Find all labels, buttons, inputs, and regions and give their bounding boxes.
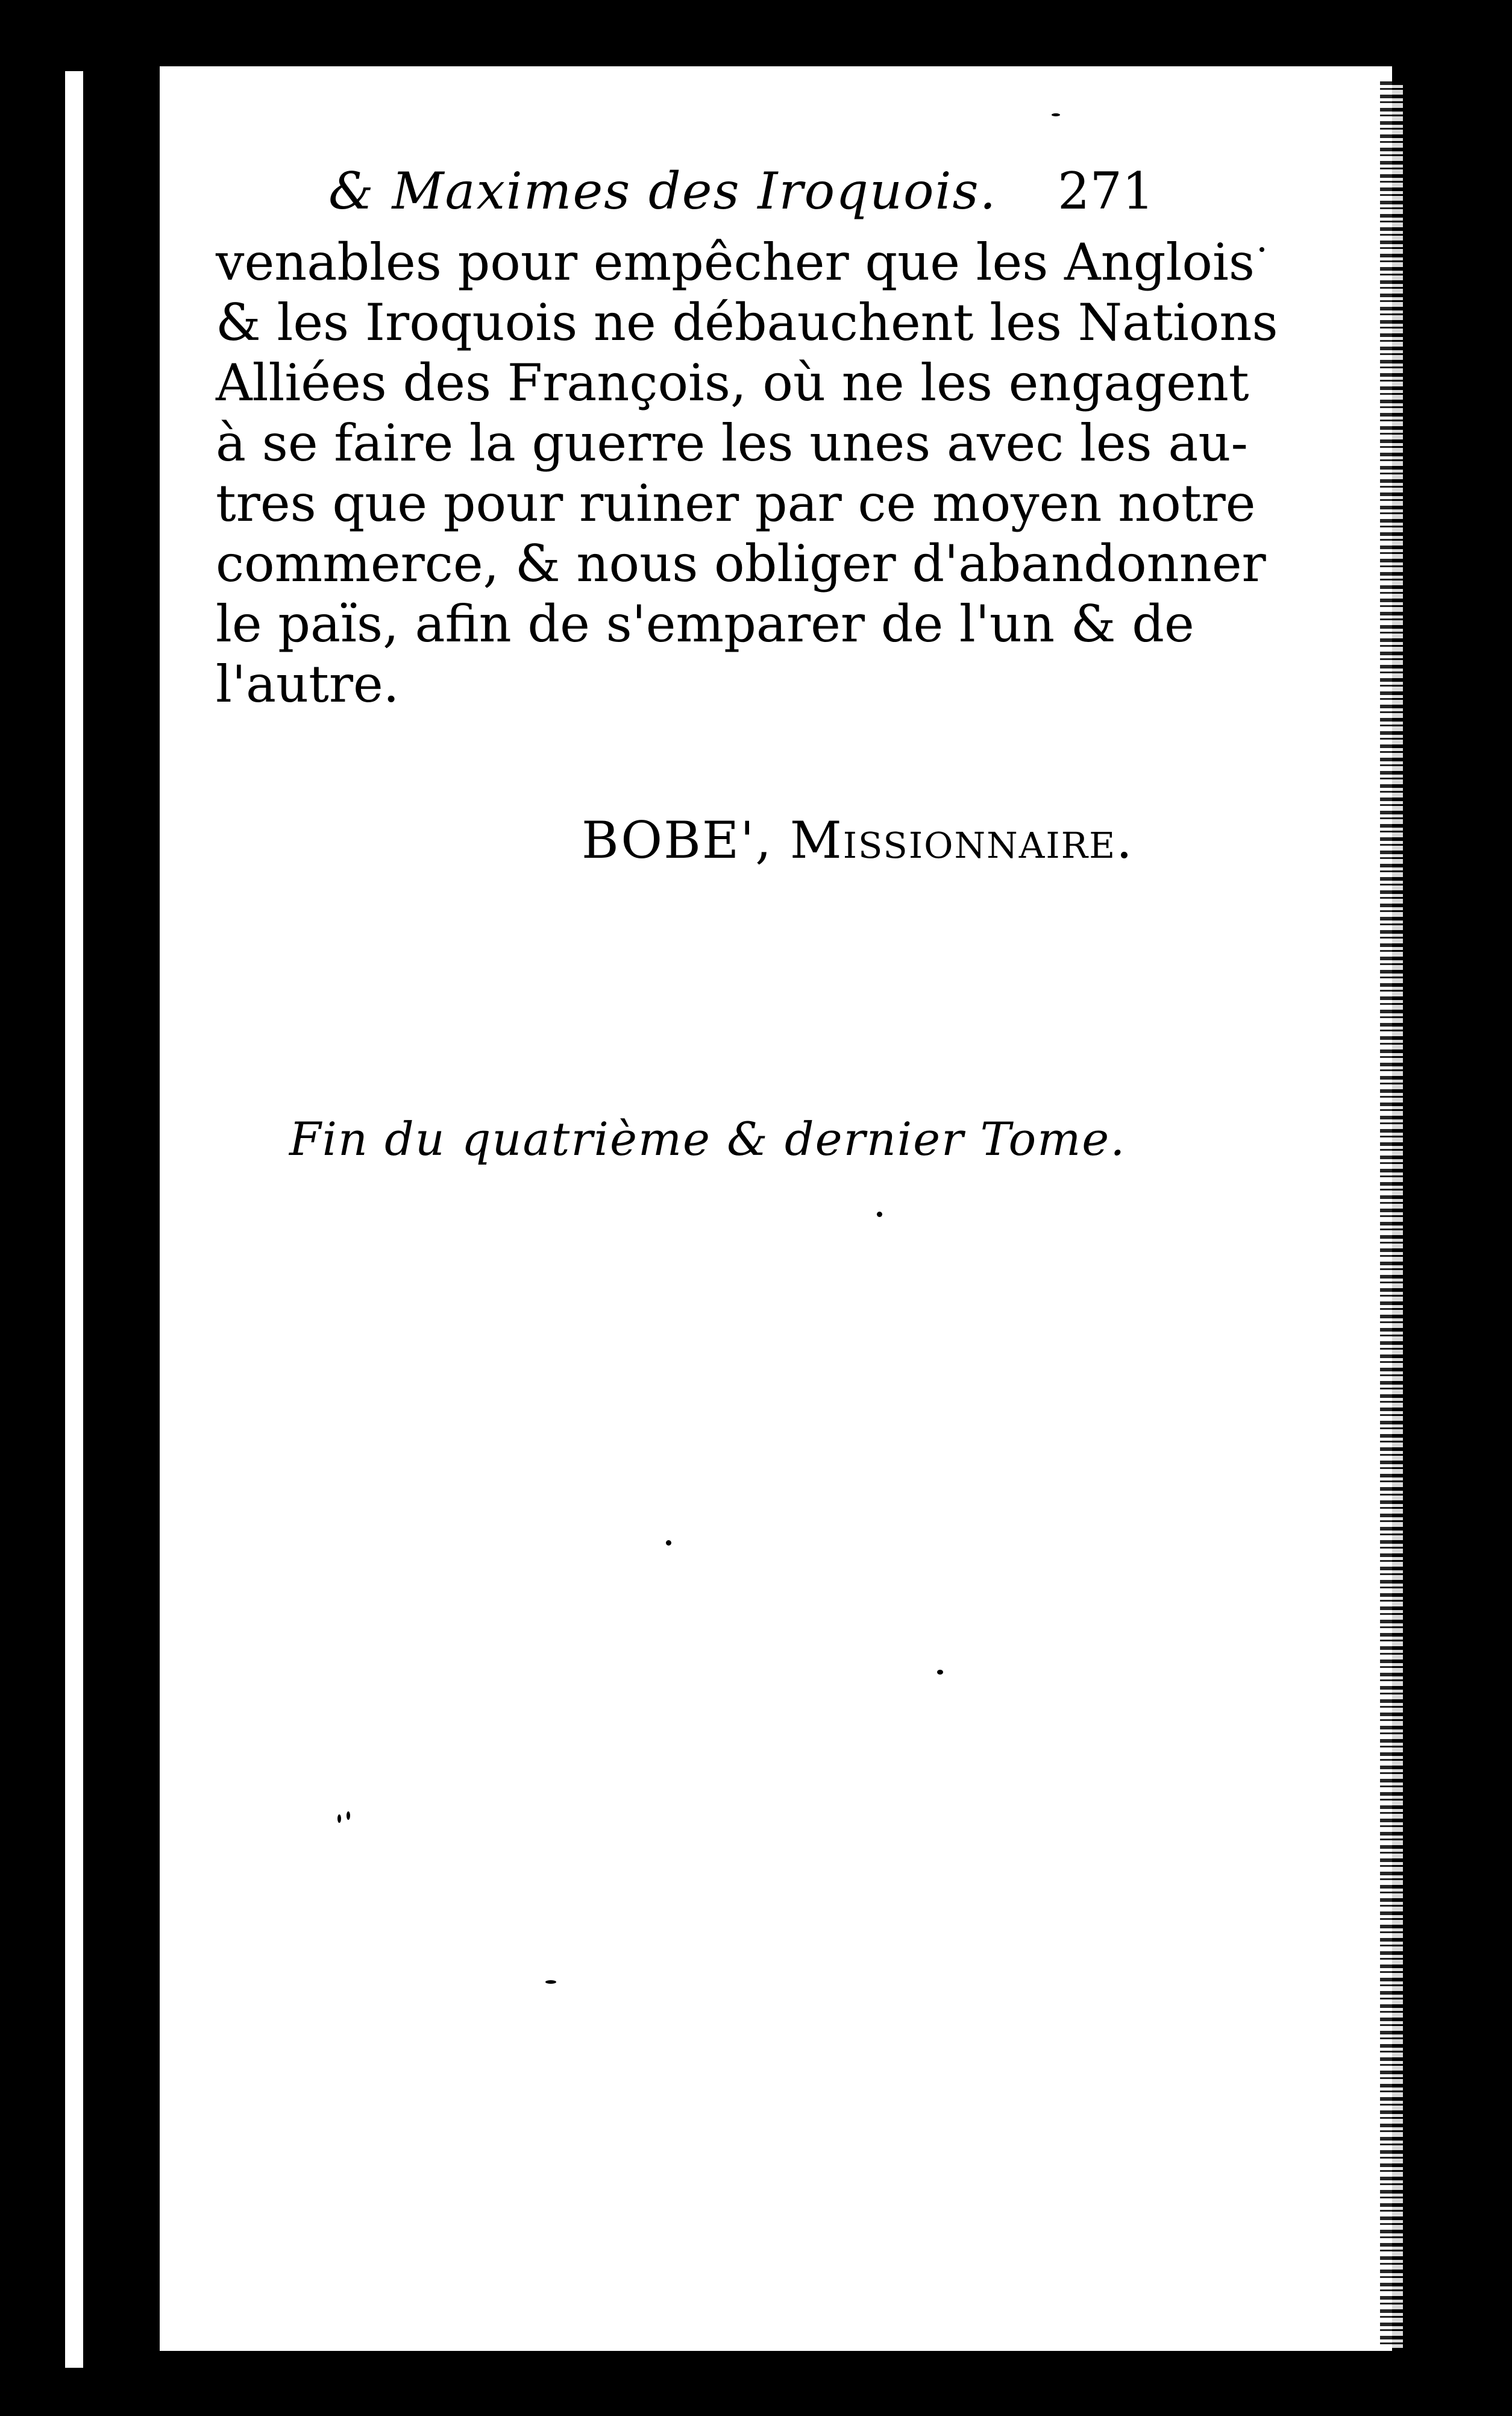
running-head: & Maximes des Iroquois. — [328, 162, 997, 221]
body-line: le païs, afin de s'emparer de l'un & de — [216, 594, 1194, 653]
body-line: tres que pour ruiner par ce moyen notre — [216, 474, 1256, 533]
signature-name: BOBE' — [582, 811, 756, 870]
body-line: & les Iroquois ne débauchent les Nations — [216, 293, 1278, 352]
signature: BOBE', Missionnaire. — [582, 811, 1134, 870]
print-speck — [337, 1814, 341, 1823]
body-line: venables pour empêcher que les Anglois — [216, 233, 1255, 292]
print-speck — [545, 1980, 556, 1984]
body-line: Alliées des François, où ne les engagent — [216, 353, 1249, 412]
body-line: l'autre. — [216, 655, 400, 714]
page-number: 271 — [1058, 162, 1155, 221]
body-line: commerce, & nous obliger d'abandonner — [216, 534, 1266, 593]
body-paragraph — [216, 232, 1278, 714]
print-speck — [877, 1212, 882, 1217]
print-speck — [1052, 113, 1060, 116]
body-line: à se faire la guerre les unes avec les au- — [216, 414, 1248, 473]
page-gutter-edge — [1380, 81, 1403, 2348]
print-speck — [1259, 247, 1264, 252]
print-speck — [937, 1670, 943, 1675]
signature-title: Missionnaire. — [789, 811, 1134, 870]
closing-line: Fin du quatrième & dernier Tome. — [289, 1112, 1126, 1166]
print-speck — [666, 1540, 671, 1546]
adjacent-page-edge — [65, 71, 83, 2368]
print-speck — [347, 1811, 350, 1820]
